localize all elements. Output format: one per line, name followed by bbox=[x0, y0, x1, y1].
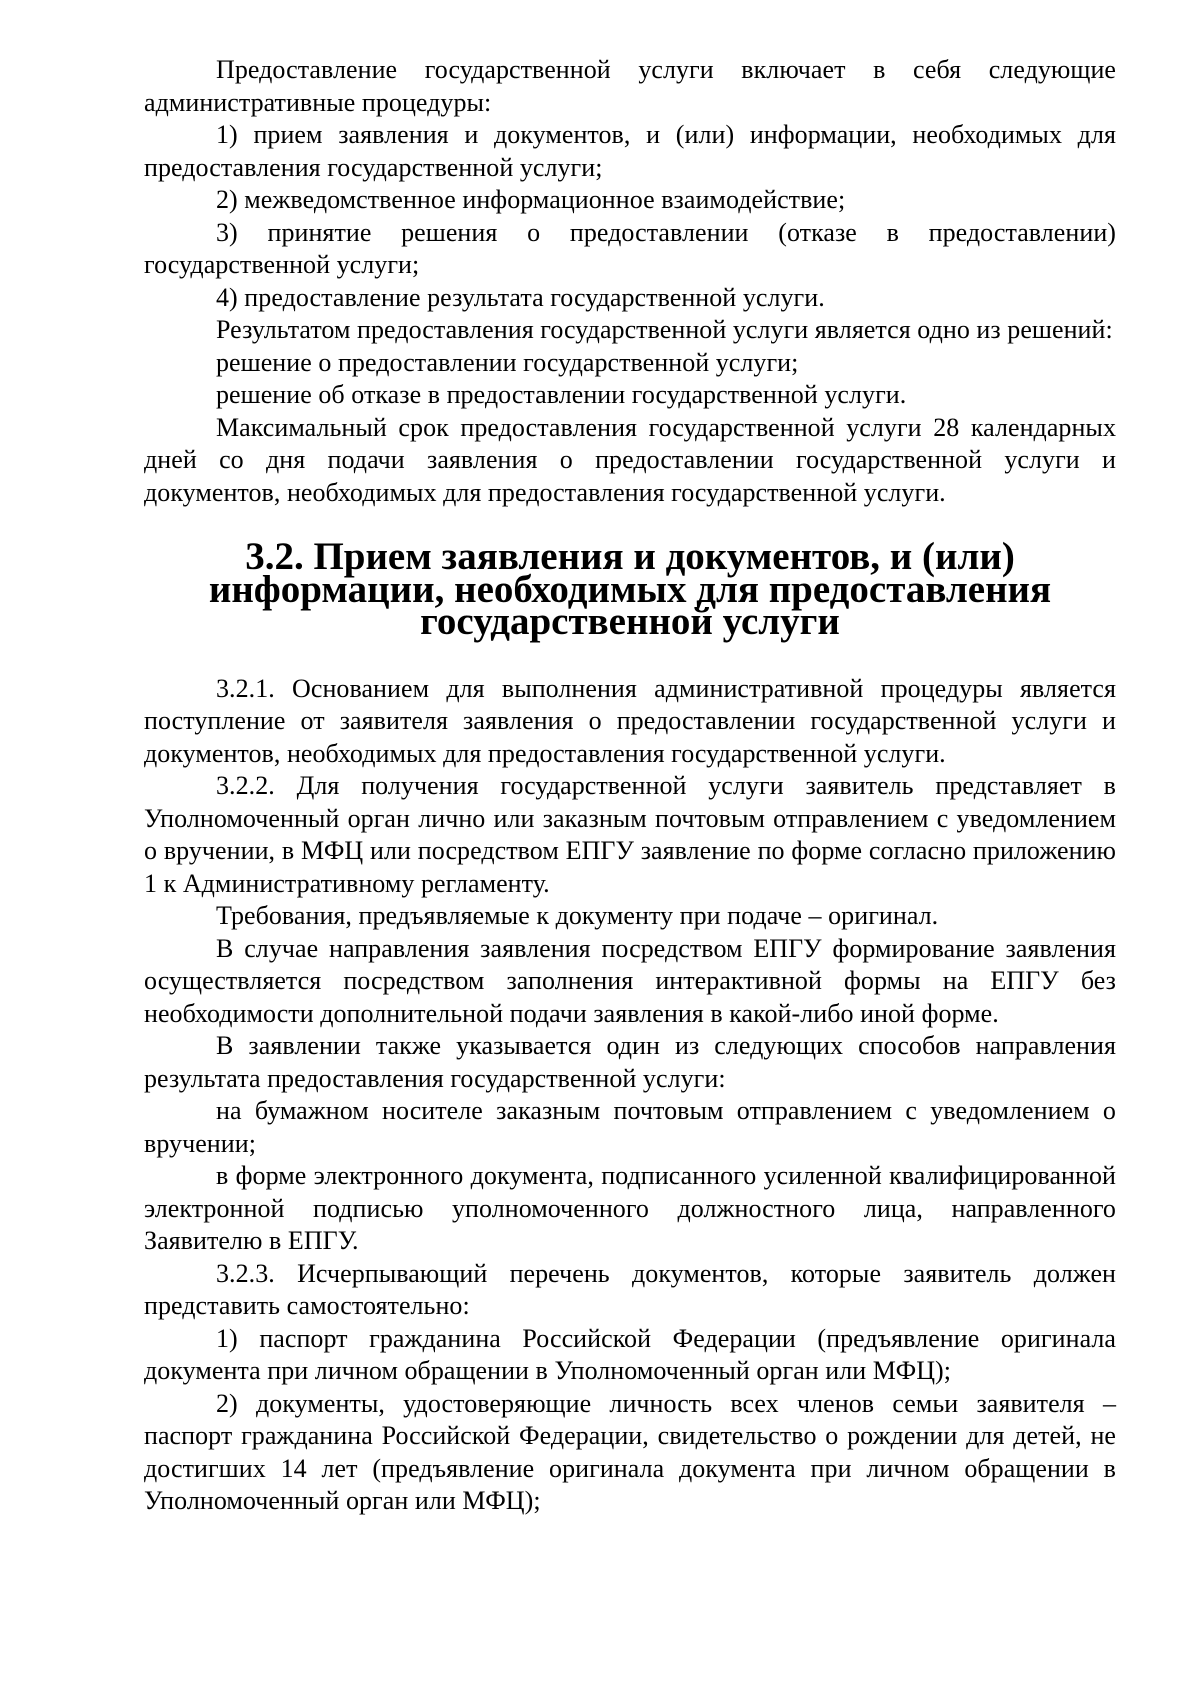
paragraph-result-intro: Результатом предоставления государственной услуги является одно из решений: bbox=[216, 315, 1113, 344]
paragraph-document-2: 2) документы, удостоверяющие личность всех членов семьи заявителя – паспорт гражданина Российской Федерации, свидетельство о рождении для детей, не достигших 14 лет (предъявление оригинала документа при личном обращении в Уполномоченный орган или МФЦ); bbox=[144, 1388, 1116, 1515]
paragraph-3-2-1: 3.2.1. Основанием для выполнения административной процедуры является поступление от заявителя заявления о предоставлении государственной услуги и документов, необходимых для предоставления государственной услуги. bbox=[144, 673, 1116, 768]
paragraph-document-1: 1) паспорт гражданина Российской Федерации (предъявление оригинала документа при личном обращении в Уполномоченный орган или МФЦ); bbox=[144, 1323, 1116, 1385]
section-heading-3-2: 3.2. Прием заявления и документов, и (или) информации, необходимых для предоставления государственной услуги bbox=[208, 535, 1052, 643]
paragraph-3-2-2: 3.2.2. Для получения государственной услуги заявитель представляет в Уполномоченный орган лично или заказным почтовым отправлением с уведомлением о вручении, в МФЦ или посредством ЕПГУ заявление по форме согласно приложению 1 к Административному регламенту. bbox=[144, 771, 1116, 898]
paragraph-epgu: В случае направления заявления посредством ЕПГУ формирование заявления осуществляется посредством заполнения интерактивной формы на ЕПГУ без необходимости дополнительной подачи заявления в какой-либо иной форме. bbox=[144, 933, 1116, 1028]
paragraph-result-refuse: решение об отказе в предоставлении государственной услуги. bbox=[216, 380, 907, 409]
paragraph-result-approve: решение о предоставлении государственной услуги; bbox=[216, 347, 799, 377]
spacer bbox=[144, 639, 1116, 673]
document-body bbox=[144, 54, 1116, 1518]
paragraph-3-2-3: 3.2.3. Исчерпывающий перечень документов, которые заявитель должен представить самостоятельно: bbox=[144, 1258, 1116, 1320]
paragraph-procedure-2: 2) межведомственное информационное взаимодействие; bbox=[216, 185, 846, 214]
paragraph-procedure-3: 3) принятие решения о предоставлении (отказе в предоставлении) государственной услуги; bbox=[144, 217, 1116, 279]
paragraph-method-electronic: в форме электронного документа, подписанного усиленной квалифицированной электронной подписью уполномоченного должностного лица, направленного Заявителю в ЕПГУ. bbox=[144, 1161, 1116, 1255]
paragraph-procedure-4: 4) предоставление результата государственной услуги. bbox=[216, 282, 825, 312]
paragraph-procedures-intro: Предоставление государственной услуги включает в себя следующие административные процедуры: bbox=[144, 55, 1116, 117]
paragraph-max-term: Максимальный срок предоставления государственной услуги 28 календарных дней со дня подачи заявления о предоставлении государственной услуги и документов, необходимых для предоставления государственной услуги. bbox=[144, 412, 1116, 507]
paragraph-requirements: Требования, предъявляемые к документу при подаче – оригинал. bbox=[216, 901, 939, 930]
paragraph-method-paper: на бумажном носителе заказным почтовым отправлением с уведомлением о вручении; bbox=[144, 1096, 1116, 1158]
paragraph-result-methods: В заявлении также указывается один из следующих способов направления результата предоставления государственной услуги: bbox=[144, 1031, 1116, 1093]
paragraph-procedure-1: 1) прием заявления и документов, и (или) информации, необходимых для предоставления государственной услуги; bbox=[144, 120, 1116, 182]
